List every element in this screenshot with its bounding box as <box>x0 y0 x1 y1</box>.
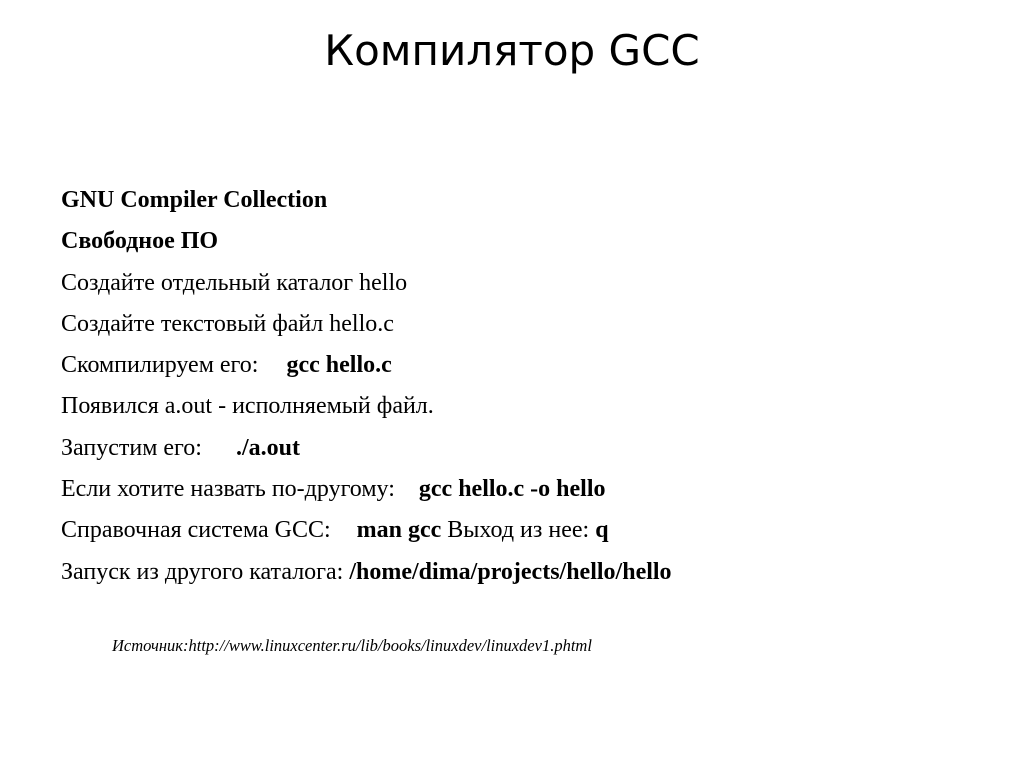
line-gnu-compiler-collection: GNU Compiler Collection <box>61 187 328 213</box>
compile-command: gcc hello.c <box>286 352 392 379</box>
line-compile <box>61 345 672 386</box>
line-run <box>61 428 672 469</box>
slide-title: Компилятор GCC <box>324 26 700 75</box>
rename-command: gcc hello.c -o hello <box>418 476 606 503</box>
other-dir-command: /home/dima/projects/hello/hello <box>349 558 672 585</box>
line-create-directory: Создайте отдельный каталог hello <box>61 269 408 296</box>
line-aout-appeared: Появился a.out - исполняемый файл. <box>61 393 434 420</box>
compile-label: Скомпилируем его: <box>61 352 259 379</box>
line-free-software: Свободное ПО <box>61 228 219 255</box>
run-command: ./a.out <box>235 434 300 461</box>
line-help-system <box>61 510 672 551</box>
help-label: Справочная система GCC: <box>61 517 331 544</box>
line-create-file: Создайте текстовый файл hello.c <box>61 310 394 337</box>
help-exit-label: Выход из нее: <box>441 517 590 544</box>
line-rename-output <box>61 469 672 510</box>
line-run-from-other-dir <box>61 552 672 593</box>
slide-body <box>61 180 672 593</box>
source-citation: Источник:http://www.linuxcenter.ru/lib/books/linuxdev/linuxdev1.phtml <box>112 636 592 655</box>
rename-label: Если хотите назвать по-другому: <box>61 476 395 503</box>
help-command: man gcc <box>356 517 442 544</box>
run-label: Запустим его: <box>61 434 202 461</box>
other-dir-label: Запуск из другого каталога: <box>61 558 344 585</box>
help-exit-key: q <box>595 517 609 544</box>
